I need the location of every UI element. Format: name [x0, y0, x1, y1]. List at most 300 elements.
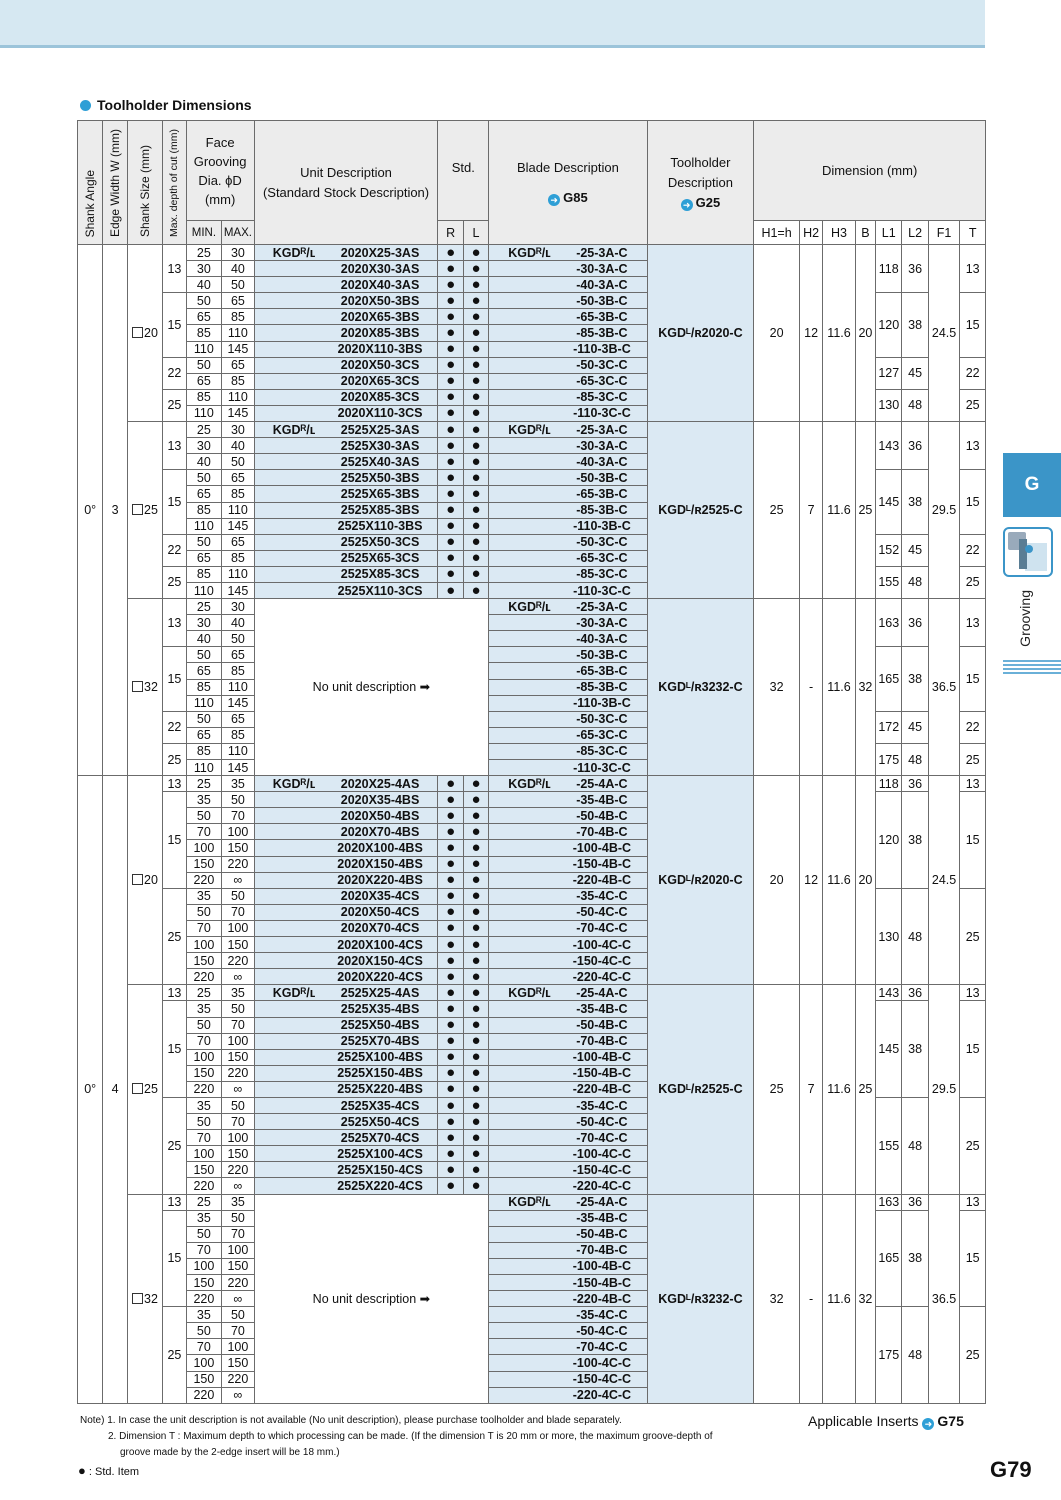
std-l-dot: ●	[463, 1081, 488, 1097]
arrow-right-icon: ➡	[416, 680, 431, 695]
dim-t-cell: 15	[960, 792, 986, 889]
dim-t-cell: 13	[960, 599, 986, 647]
std-l-dot: ●	[463, 277, 488, 293]
unit-description-cell[interactable]	[254, 1178, 438, 1194]
std-l-dot: ●	[463, 245, 488, 261]
unit-description-cell[interactable]	[254, 953, 438, 969]
std-l-dot: ●	[463, 518, 488, 534]
unit-code: 2525X50-3BS	[340, 470, 420, 485]
std-r-dot: ●	[438, 245, 463, 261]
max-depth-cell: 13	[163, 776, 186, 792]
dim-f1-cell: 29.5	[928, 985, 959, 1194]
unit-description-cell[interactable]	[254, 293, 438, 309]
blade-code: -30-3A-C	[576, 438, 628, 453]
dim-l2-cell: 38	[902, 647, 928, 711]
min-dia-cell: 30	[186, 261, 222, 277]
blade-description-cell[interactable]	[489, 245, 647, 261]
blade-description-cell[interactable]	[489, 1210, 647, 1226]
applicable-ref-link[interactable]: G75	[937, 1413, 964, 1429]
blade-code: -50-3B-C	[576, 470, 628, 485]
blade-description-cell[interactable]	[489, 711, 647, 727]
std-r-dot: ●	[438, 438, 463, 454]
unit-description-cell[interactable]	[254, 454, 438, 470]
dim-l2-cell: 45	[902, 534, 928, 566]
blade-description-cell[interactable]	[489, 566, 647, 582]
toolholder-description-cell[interactable]: KGDᴸ/ʀ2525-C	[647, 985, 754, 1194]
max-dia-cell: 40	[222, 615, 255, 631]
blade-code: -50-3C-C	[576, 358, 628, 373]
unit-prefix: KGDᴿ/ʟ	[272, 985, 316, 1000]
blade-description-cell[interactable]	[489, 422, 647, 438]
blade-description-cell[interactable]	[489, 325, 647, 341]
shank-size-value: 32	[144, 1291, 158, 1306]
blade-code: -85-3B-C	[576, 326, 628, 341]
unit-description-cell[interactable]	[254, 792, 438, 808]
blade-description-cell[interactable]	[489, 695, 647, 711]
square-icon	[132, 1293, 143, 1304]
unit-description-cell[interactable]	[254, 325, 438, 341]
max-dia-cell: 65	[222, 293, 255, 309]
min-dia-cell: 30	[186, 438, 222, 454]
unit-description-cell[interactable]	[254, 277, 438, 293]
hdr-dim: L2	[902, 221, 928, 245]
blade-code: -110-3C-C	[573, 406, 631, 421]
unit-code: 2020X50-3CS	[340, 358, 420, 373]
unit-description-cell[interactable]	[254, 1114, 438, 1130]
blade-description-cell[interactable]	[489, 518, 647, 534]
blade-code: -220-4B-C	[572, 873, 632, 888]
min-dia-cell: 65	[186, 727, 222, 743]
blade-prefix: KGDᴿ/ʟ	[508, 776, 551, 791]
blade-description-cell[interactable]	[489, 1065, 647, 1081]
unit-description-cell[interactable]	[254, 856, 438, 872]
dim-l2-cell: 48	[902, 743, 928, 775]
unit-description-cell[interactable]	[254, 550, 438, 566]
max-dia-cell: 110	[222, 389, 255, 405]
toolholder-description-cell[interactable]: KGDᴸ/ʀ2020-C	[647, 245, 754, 422]
no-unit-cell	[254, 599, 489, 776]
min-dia-cell: 35	[186, 792, 222, 808]
blade-description-cell[interactable]	[489, 277, 647, 293]
unit-code: 2525X65-3BS	[340, 486, 420, 501]
blade-description-cell[interactable]	[489, 1114, 647, 1130]
min-dia-cell: 40	[186, 277, 222, 293]
max-dia-cell: 50	[222, 792, 255, 808]
dim-t-cell: 15	[960, 293, 986, 357]
blade-description-cell[interactable]	[489, 357, 647, 373]
min-dia-cell: 50	[186, 470, 222, 486]
std-l-dot: ●	[463, 953, 488, 969]
unit-description-cell[interactable]	[254, 1130, 438, 1146]
unit-description-cell[interactable]	[254, 985, 438, 1001]
toolholder-ref-link[interactable]: G25	[695, 194, 721, 210]
blade-description-cell[interactable]	[489, 615, 647, 631]
unit-description-cell[interactable]	[254, 566, 438, 582]
min-dia-cell: 35	[186, 888, 222, 904]
unit-description-cell[interactable]	[254, 389, 438, 405]
blade-code: -70-4C-C	[576, 921, 628, 936]
blade-description-cell[interactable]	[489, 904, 647, 920]
blade-description-cell[interactable]	[489, 1307, 647, 1323]
min-dia-cell: 220	[186, 1178, 222, 1194]
square-icon	[132, 327, 143, 338]
max-dia-cell: 70	[222, 1323, 255, 1339]
hdr-dimension: Dimension (mm)	[754, 121, 986, 221]
unit-description-cell[interactable]	[254, 405, 438, 421]
unit-description-cell[interactable]	[254, 373, 438, 389]
std-r-dot: ●	[438, 1178, 463, 1194]
std-r-dot: ●	[438, 261, 463, 277]
blade-description-cell[interactable]	[489, 582, 647, 598]
dim-l2-cell: 45	[902, 357, 928, 389]
blade-ref-link[interactable]: G85	[563, 189, 588, 205]
blade-description-cell[interactable]	[489, 1001, 647, 1017]
unit-description-cell[interactable]	[254, 888, 438, 904]
unit-description-cell[interactable]	[254, 582, 438, 598]
min-dia-cell: 65	[186, 663, 222, 679]
blade-code: -150-4C-C	[572, 953, 632, 968]
std-l-dot: ●	[463, 824, 488, 840]
blade-code: -110-3C-C	[573, 760, 631, 775]
blade-description-cell[interactable]	[489, 1081, 647, 1097]
blade-description-cell[interactable]	[489, 776, 647, 792]
min-dia-cell: 100	[186, 840, 222, 856]
min-dia-cell: 150	[186, 1371, 222, 1387]
blade-description-cell[interactable]	[489, 856, 647, 872]
shank-size-cell	[127, 245, 163, 422]
dim-l2-cell: 38	[902, 1210, 928, 1307]
unit-code: 2020X25-4AS	[340, 776, 420, 791]
toolholder-description-cell[interactable]: KGDᴸ/ʀ2525-C	[647, 422, 754, 599]
blade-description-cell[interactable]	[489, 663, 647, 679]
blade-description-cell[interactable]	[489, 1323, 647, 1339]
dim-l1-cell: 175	[876, 1307, 902, 1404]
max-dia-cell: 65	[222, 534, 255, 550]
blade-description-cell[interactable]	[489, 792, 647, 808]
max-depth-cell: 13	[163, 1194, 186, 1210]
min-dia-cell: 50	[186, 1114, 222, 1130]
blade-description-cell[interactable]	[489, 808, 647, 824]
min-dia-cell: 85	[186, 325, 222, 341]
min-dia-cell: 25	[186, 422, 222, 438]
unit-description-cell[interactable]	[254, 422, 438, 438]
blade-description-cell[interactable]	[489, 1194, 647, 1210]
blade-description-cell[interactable]	[489, 454, 647, 470]
bullet-icon	[80, 100, 91, 111]
min-dia-cell: 100	[186, 1049, 222, 1065]
dim-h3-cell: 11.6	[823, 776, 855, 985]
blade-description-cell[interactable]	[489, 1178, 647, 1194]
dim-t-cell: 22	[960, 711, 986, 743]
unit-code: 2525X85-3CS	[340, 567, 420, 582]
blade-description-cell[interactable]	[489, 631, 647, 647]
toolholder-description-cell[interactable]: KGDᴸ/ʀ3232-C	[647, 599, 754, 776]
max-depth-cell: 25	[163, 1307, 186, 1404]
dim-h2-cell: 12	[799, 245, 822, 422]
unit-description-cell[interactable]	[254, 1049, 438, 1065]
blade-code: -150-4B-C	[572, 857, 632, 872]
blade-description-cell[interactable]	[489, 502, 647, 518]
max-depth-cell: 13	[163, 599, 186, 647]
unit-code: 2525X30-3AS	[340, 438, 420, 453]
blade-description-cell[interactable]	[489, 438, 647, 454]
blade-code: -65-3C-C	[576, 728, 628, 743]
std-r-dot: ●	[438, 566, 463, 582]
dim-l2-cell: 38	[902, 293, 928, 357]
unit-description-cell[interactable]	[254, 261, 438, 277]
dim-h2-cell: 7	[799, 985, 822, 1194]
blade-description-cell[interactable]	[489, 1387, 647, 1403]
blade-description-cell[interactable]	[489, 1146, 647, 1162]
max-dia-cell: 150	[222, 1049, 255, 1065]
blade-code: -150-4B-C	[572, 1275, 632, 1290]
blade-description-cell[interactable]	[489, 872, 647, 888]
blade-description-cell[interactable]	[489, 1355, 647, 1371]
blade-description-cell[interactable]	[489, 969, 647, 985]
blade-description-cell[interactable]	[489, 470, 647, 486]
blade-description-cell[interactable]	[489, 1033, 647, 1049]
blade-description-cell[interactable]	[489, 840, 647, 856]
std-l-dot: ●	[463, 776, 488, 792]
unit-code: 2020X70-4CS	[340, 921, 420, 936]
unit-description-cell[interactable]	[254, 920, 438, 936]
max-depth-cell: 15	[163, 792, 186, 889]
std-r-dot: ●	[438, 920, 463, 936]
unit-description-cell[interactable]	[254, 1081, 438, 1097]
dim-h2-cell: 7	[799, 422, 822, 599]
blade-code: -25-4A-C	[576, 985, 628, 1000]
max-dia-cell: ∞	[222, 1387, 255, 1403]
blade-description-cell[interactable]	[489, 647, 647, 663]
unit-description-cell[interactable]	[254, 872, 438, 888]
unit-description-cell[interactable]	[254, 840, 438, 856]
blade-description-cell[interactable]	[489, 1242, 647, 1258]
side-tab-letter[interactable]: G	[1003, 453, 1061, 517]
std-l-dot: ●	[463, 1162, 488, 1178]
unit-description-cell[interactable]	[254, 486, 438, 502]
dim-f1-cell: 29.5	[928, 422, 959, 599]
blade-code: -50-4C-C	[576, 905, 628, 920]
unit-prefix: KGDᴿ/ʟ	[272, 776, 316, 791]
dim-l1-cell: 165	[876, 1210, 902, 1307]
max-depth-cell: 22	[163, 711, 186, 743]
blade-description-cell[interactable]	[489, 1258, 647, 1274]
std-r-dot: ●	[438, 277, 463, 293]
dim-l2-cell: 36	[902, 1194, 928, 1210]
blade-description-cell[interactable]	[489, 953, 647, 969]
unit-description-cell[interactable]	[254, 438, 438, 454]
unit-description-cell[interactable]	[254, 1017, 438, 1033]
dim-t-cell: 25	[960, 1097, 986, 1194]
max-dia-cell: 35	[222, 985, 255, 1001]
std-r-dot: ●	[438, 937, 463, 953]
blade-code: -35-4C-C	[576, 1307, 628, 1322]
blade-description-cell[interactable]	[489, 1291, 647, 1307]
filled-dot-icon: ●	[78, 1463, 86, 1478]
hdr-dim: H2	[799, 221, 822, 245]
dim-l1-cell: 143	[876, 422, 902, 470]
blade-code: -100-4B-C	[572, 1050, 632, 1065]
max-dia-cell: 50	[222, 1097, 255, 1113]
blade-description-cell[interactable]	[489, 389, 647, 405]
blade-code: -65-3C-C	[576, 374, 628, 389]
min-dia-cell: 70	[186, 1339, 222, 1355]
dim-h1-cell: 25	[754, 422, 800, 599]
shank-size-cell	[127, 985, 163, 1194]
blade-description-cell[interactable]	[489, 261, 647, 277]
max-dia-cell: 150	[222, 937, 255, 953]
unit-description-cell[interactable]	[254, 470, 438, 486]
blade-description-cell[interactable]	[489, 1130, 647, 1146]
blade-code: -85-3B-C	[576, 680, 628, 695]
max-dia-cell: 70	[222, 808, 255, 824]
unit-code: 2525X220-4BS	[337, 1082, 423, 1097]
dim-t-cell: 25	[960, 888, 986, 985]
blade-description-cell[interactable]	[489, 985, 647, 1001]
min-dia-cell: 35	[186, 1001, 222, 1017]
blade-code: -30-3A-C	[576, 261, 628, 276]
blade-description-cell[interactable]	[489, 373, 647, 389]
unit-description-cell[interactable]	[254, 502, 438, 518]
blade-description-cell[interactable]	[489, 760, 647, 776]
dim-t-cell: 13	[960, 422, 986, 470]
blade-description-cell[interactable]	[489, 405, 647, 421]
blade-code: -220-4C-C	[572, 1178, 632, 1193]
unit-description-cell[interactable]	[254, 518, 438, 534]
blade-description-cell[interactable]	[489, 486, 647, 502]
min-dia-cell: 150	[186, 1065, 222, 1081]
blade-code: -50-4B-C	[576, 808, 628, 823]
unit-description-cell[interactable]	[254, 1162, 438, 1178]
blade-code: -150-4B-C	[572, 1066, 632, 1081]
min-dia-cell: 100	[186, 1258, 222, 1274]
dim-t-cell: 13	[960, 776, 986, 792]
unit-code: 2525X150-4BS	[337, 1066, 423, 1081]
unit-description-cell[interactable]	[254, 1065, 438, 1081]
blade-description-cell[interactable]	[489, 888, 647, 904]
unit-description-cell[interactable]	[254, 824, 438, 840]
blade-description-cell[interactable]	[489, 1049, 647, 1065]
blade-description-cell[interactable]	[489, 293, 647, 309]
blade-description-cell[interactable]	[489, 727, 647, 743]
unit-description-cell[interactable]	[254, 534, 438, 550]
min-dia-cell: 25	[186, 599, 222, 615]
hdr-dim: F1	[928, 221, 959, 245]
std-r-dot: ●	[438, 422, 463, 438]
blade-description-cell[interactable]	[489, 341, 647, 357]
dim-l2-cell: 38	[902, 470, 928, 534]
blade-code: -50-3C-C	[576, 712, 628, 727]
blade-description-cell[interactable]	[489, 920, 647, 936]
std-l-dot: ●	[463, 438, 488, 454]
blade-description-cell[interactable]	[489, 599, 647, 615]
unit-description-cell[interactable]	[254, 1146, 438, 1162]
blade-description-cell[interactable]	[489, 1017, 647, 1033]
unit-description-cell[interactable]	[254, 245, 438, 261]
hdr-dim: L1	[876, 221, 902, 245]
unit-description-cell[interactable]	[254, 1097, 438, 1113]
dim-f1-cell: 36.5	[928, 599, 959, 776]
blade-description-cell[interactable]	[489, 743, 647, 759]
std-l-dot: ●	[463, 969, 488, 985]
min-dia-cell: 110	[186, 341, 222, 357]
blade-description-cell[interactable]	[489, 824, 647, 840]
unit-description-cell[interactable]	[254, 1033, 438, 1049]
unit-description-cell[interactable]	[254, 904, 438, 920]
max-depth-cell: 15	[163, 647, 186, 711]
hdr-dim: B	[855, 221, 875, 245]
unit-description-cell[interactable]	[254, 808, 438, 824]
min-dia-cell: 30	[186, 615, 222, 631]
std-r-dot: ●	[438, 808, 463, 824]
blade-prefix: KGDᴿ/ʟ	[508, 1195, 551, 1210]
blade-description-cell[interactable]	[489, 550, 647, 566]
blade-description-cell[interactable]	[489, 1097, 647, 1113]
toolholder-description-cell[interactable]: KGDᴸ/ʀ2020-C	[647, 776, 754, 985]
blade-code: -70-4C-C	[576, 1130, 628, 1145]
dim-h1-cell: 32	[754, 1194, 800, 1403]
unit-description-cell[interactable]	[254, 357, 438, 373]
unit-description-cell[interactable]	[254, 969, 438, 985]
unit-description-cell[interactable]	[254, 309, 438, 325]
std-r-dot: ●	[438, 904, 463, 920]
max-dia-cell: 150	[222, 1258, 255, 1274]
dim-b-cell: 25	[855, 422, 875, 599]
min-dia-cell: 50	[186, 1226, 222, 1242]
blade-description-cell[interactable]	[489, 534, 647, 550]
dim-l2-cell: 36	[902, 245, 928, 293]
min-dia-cell: 50	[186, 293, 222, 309]
shank-size-cell	[127, 422, 163, 599]
unit-code: 2525X85-3BS	[340, 503, 420, 518]
dim-b-cell: 32	[855, 599, 875, 776]
blade-code: -220-4C-C	[572, 969, 632, 984]
blade-description-cell[interactable]	[489, 1275, 647, 1291]
max-dia-cell: 35	[222, 776, 255, 792]
dim-l2-cell: 48	[902, 566, 928, 598]
toolholder-description-cell[interactable]: KGDᴸ/ʀ3232-C	[647, 1194, 754, 1403]
min-dia-cell: 70	[186, 1242, 222, 1258]
std-l-dot: ●	[463, 1146, 488, 1162]
blade-description-cell[interactable]	[489, 1226, 647, 1242]
blade-description-cell[interactable]	[489, 1371, 647, 1387]
shank-size-value: 20	[144, 873, 158, 888]
min-dia-cell: 50	[186, 534, 222, 550]
unit-code: 2020X65-3CS	[340, 374, 420, 389]
blade-code: -50-4C-C	[576, 1114, 628, 1129]
unit-code: 2020X70-4BS	[340, 824, 420, 839]
unit-code: 2525X150-4CS	[337, 1162, 423, 1177]
min-dia-cell: 110	[186, 582, 222, 598]
blade-description-cell[interactable]	[489, 679, 647, 695]
blade-description-cell[interactable]	[489, 309, 647, 325]
min-dia-cell: 50	[186, 904, 222, 920]
dim-h1-cell: 20	[754, 245, 800, 422]
blade-description-cell[interactable]	[489, 937, 647, 953]
unit-description-cell[interactable]	[254, 341, 438, 357]
dim-l2-cell: 48	[902, 389, 928, 421]
unit-code: 2020X85-3CS	[340, 390, 420, 405]
unit-description-cell[interactable]	[254, 776, 438, 792]
blade-description-cell[interactable]	[489, 1162, 647, 1178]
unit-description-cell[interactable]	[254, 937, 438, 953]
unit-description-cell[interactable]	[254, 1001, 438, 1017]
notes	[80, 1413, 780, 1461]
blade-description-cell[interactable]	[489, 1339, 647, 1355]
unit-code: 2525X25-3AS	[340, 422, 420, 437]
unit-code: 2525X40-3AS	[340, 454, 420, 469]
unit-code: 2525X25-4AS	[340, 985, 420, 1000]
